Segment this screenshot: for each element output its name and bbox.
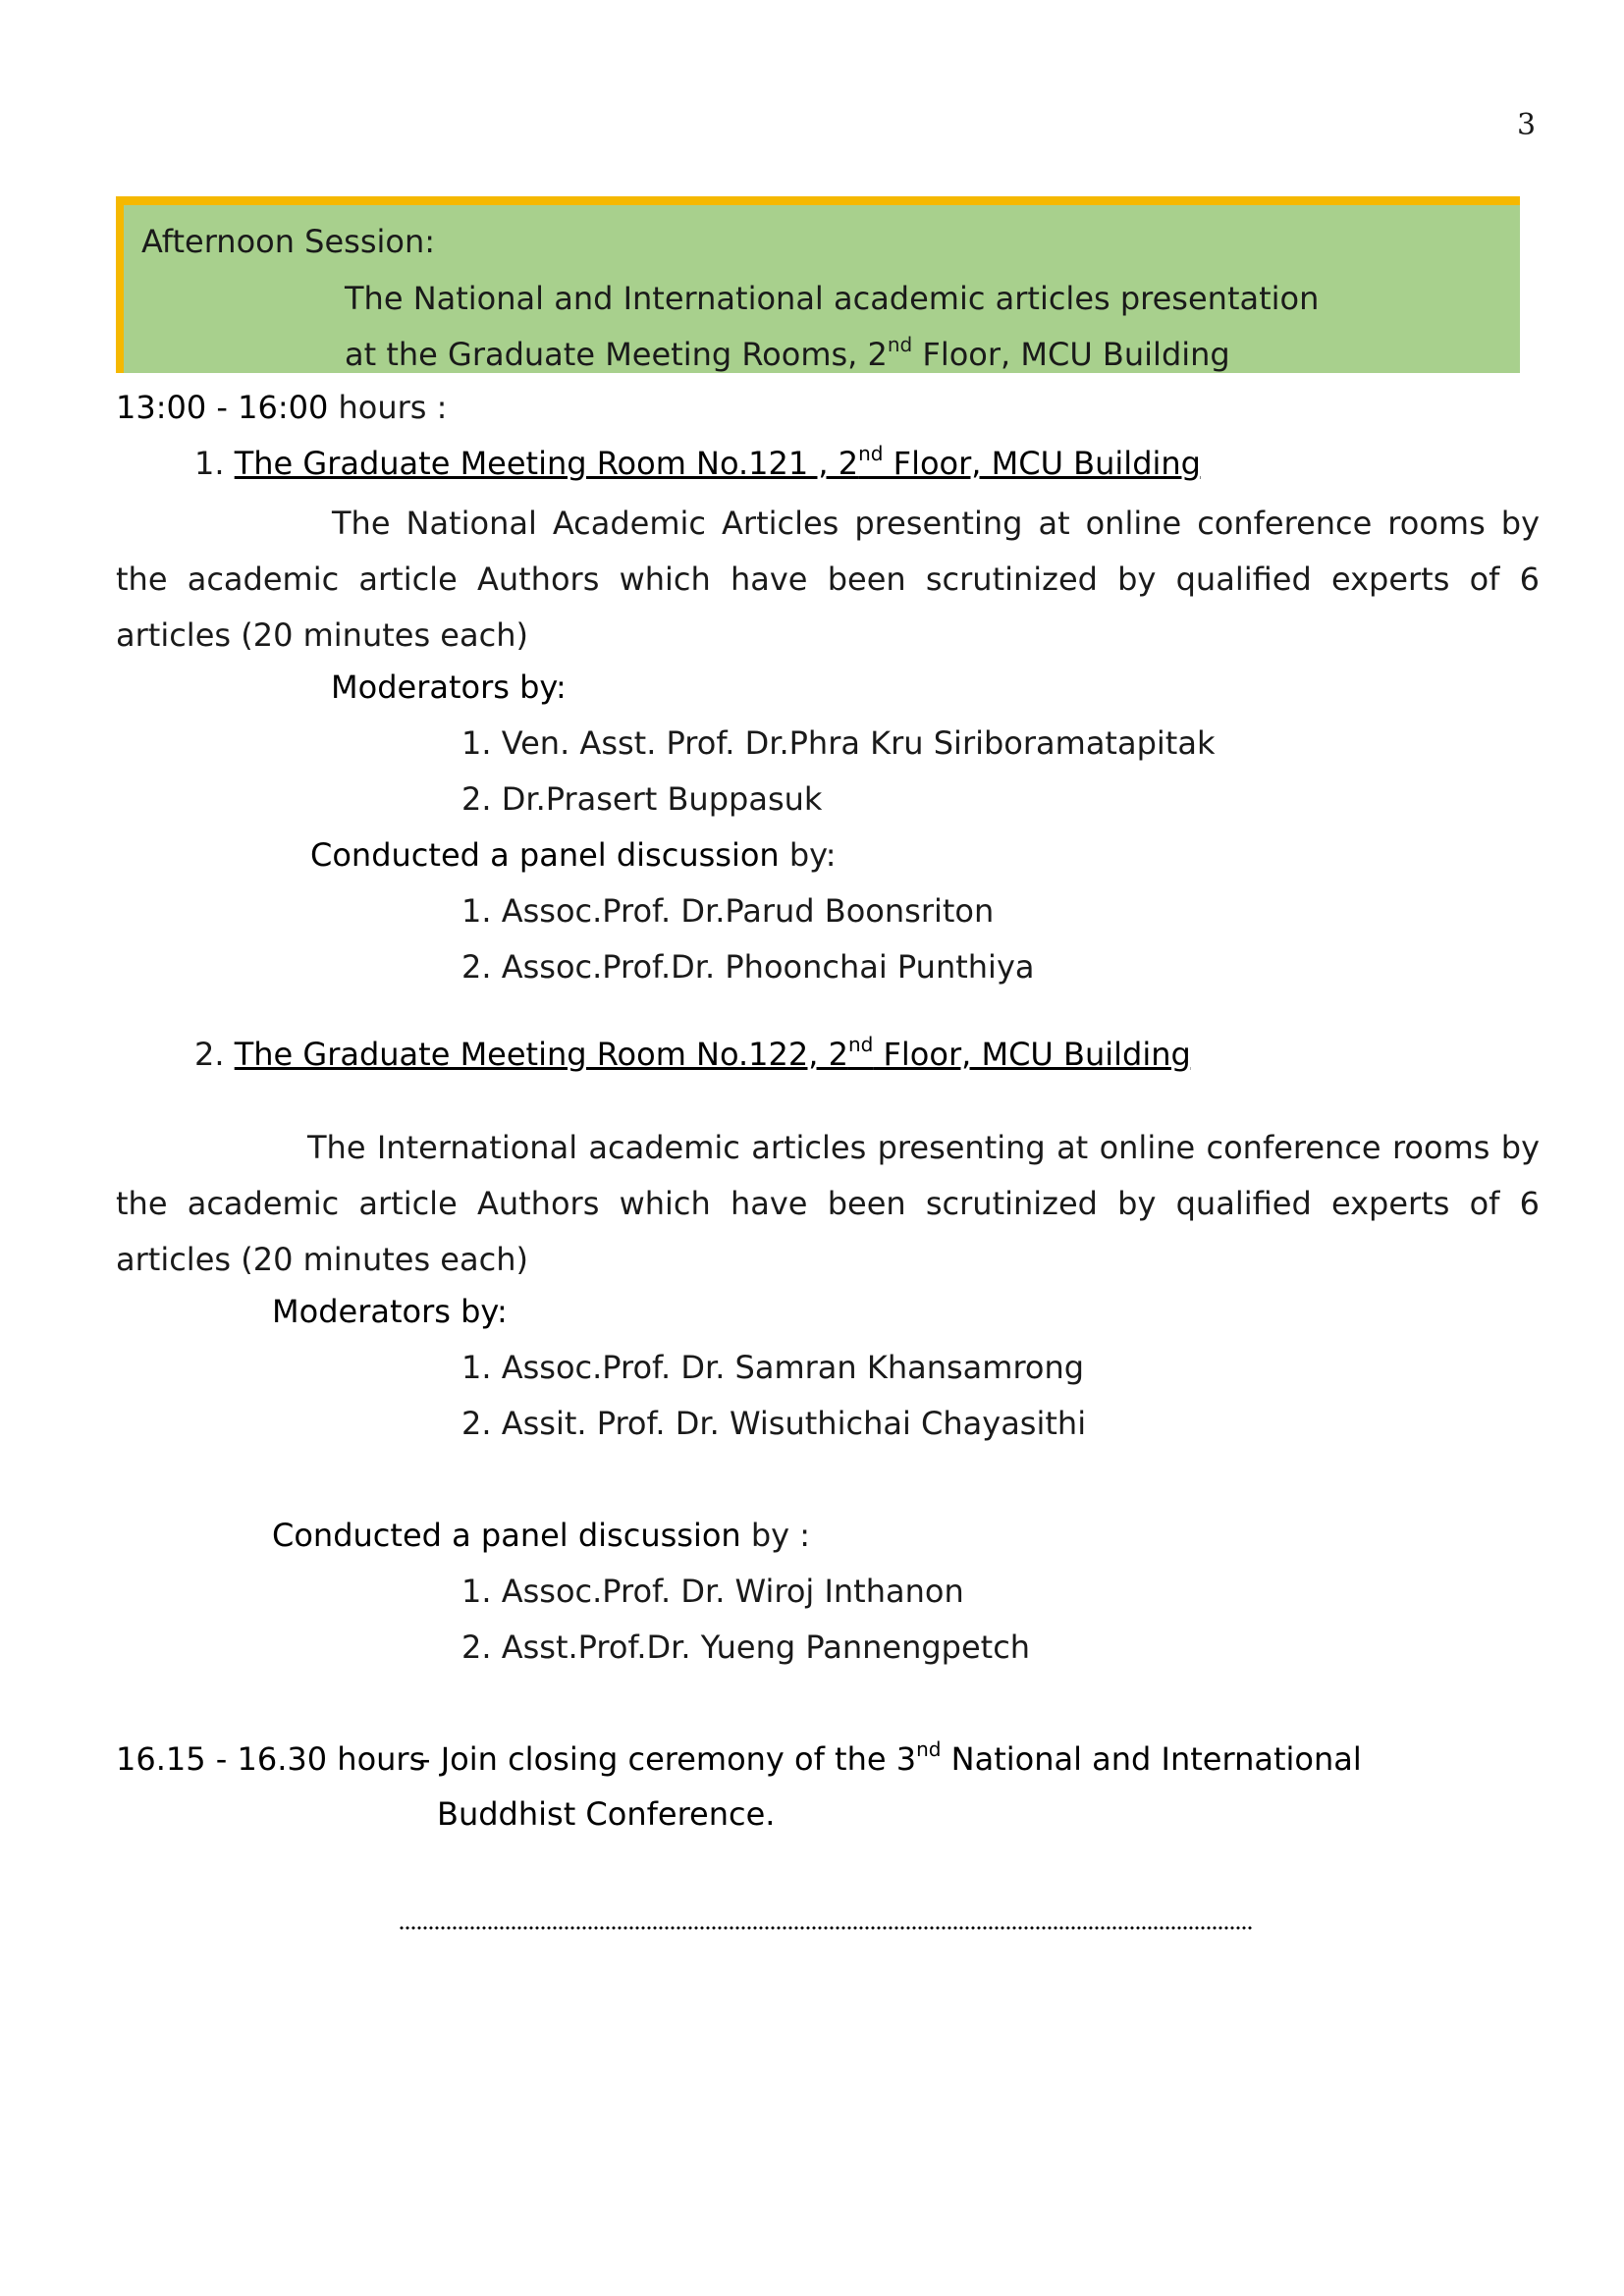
dotted-divider [399,1926,1253,1930]
time-block-heading: 13:00 - 16:00 hours : [116,389,448,426]
closing-time: 16.15 - 16.30 hours [116,1740,426,1778]
room1-panel-label: Conducted a panel discussion by: [310,836,837,874]
room1-heading: 1. The Graduate Meeting Room No.121 , 2nd Floor, MCU Building [194,442,1201,482]
room1-panelist-2: 2. Assoc.Prof.Dr. Phoonchai Punthiya [461,948,1035,986]
room2-panelist-1: 1. Assoc.Prof. Dr. Wiroj Inthanon [461,1573,964,1610]
room2-moderator-1: 1. Assoc.Prof. Dr. Samran Khansamrong [461,1349,1085,1386]
session-subtitle-line2: at the Graduate Meeting Rooms, 2nd Floor, MCU Building [345,333,1230,373]
room1-moderator-2: 2. Dr.Prasert Buppasuk [461,780,823,818]
room2-title: The Graduate Meeting Room No.122, 2nd Floor, MCU Building [234,1033,1191,1073]
room2-panel-label: Conducted a panel discussion by : [272,1517,811,1554]
time-range: 13:00 - 16:00 [116,389,329,426]
room1-description: The National Academic Articles presenting at online conference rooms by the academic article Authors which have been scrutinized by qualified experts of 6 articles (20 minutes each) [116,505,1540,654]
room2-description: The International academic articles presenting at online conference rooms by the academic article Authors which have been scrutinized by qualified experts of 6 articles (20 minutes each) [116,1129,1540,1278]
closing-line1: - Join closing ceremony of the 3nd National and International [419,1737,1362,1778]
room2-heading: 2. The Graduate Meeting Room No.122, 2nd Floor, MCU Building [194,1033,1191,1073]
afternoon-session-banner [116,196,1520,373]
room1-moderator-1: 1. Ven. Asst. Prof. Dr.Phra Kru Siriboramatapitak [461,724,1216,762]
room2-moderators-label: Moderators by: [272,1293,508,1330]
room2-moderator-2: 2. Assit. Prof. Dr. Wisuthichai Chayasithi [461,1405,1087,1442]
room1-panelist-1: 1. Assoc.Prof. Dr.Parud Boonsriton [461,892,995,930]
room1-moderators-label: Moderators by: [331,668,567,706]
room1-title: The Graduate Meeting Room No.121 , 2nd Floor, MCU Building [234,442,1201,482]
session-subtitle-line1: The National and International academic articles presentation [345,280,1320,317]
room2-panelist-2: 2. Asst.Prof.Dr. Yueng Pannengpetch [461,1629,1031,1666]
page-number: 3 [1517,108,1537,142]
session-title: Afternoon Session: [141,223,436,260]
closing-line2: Buddhist Conference. [437,1795,776,1833]
